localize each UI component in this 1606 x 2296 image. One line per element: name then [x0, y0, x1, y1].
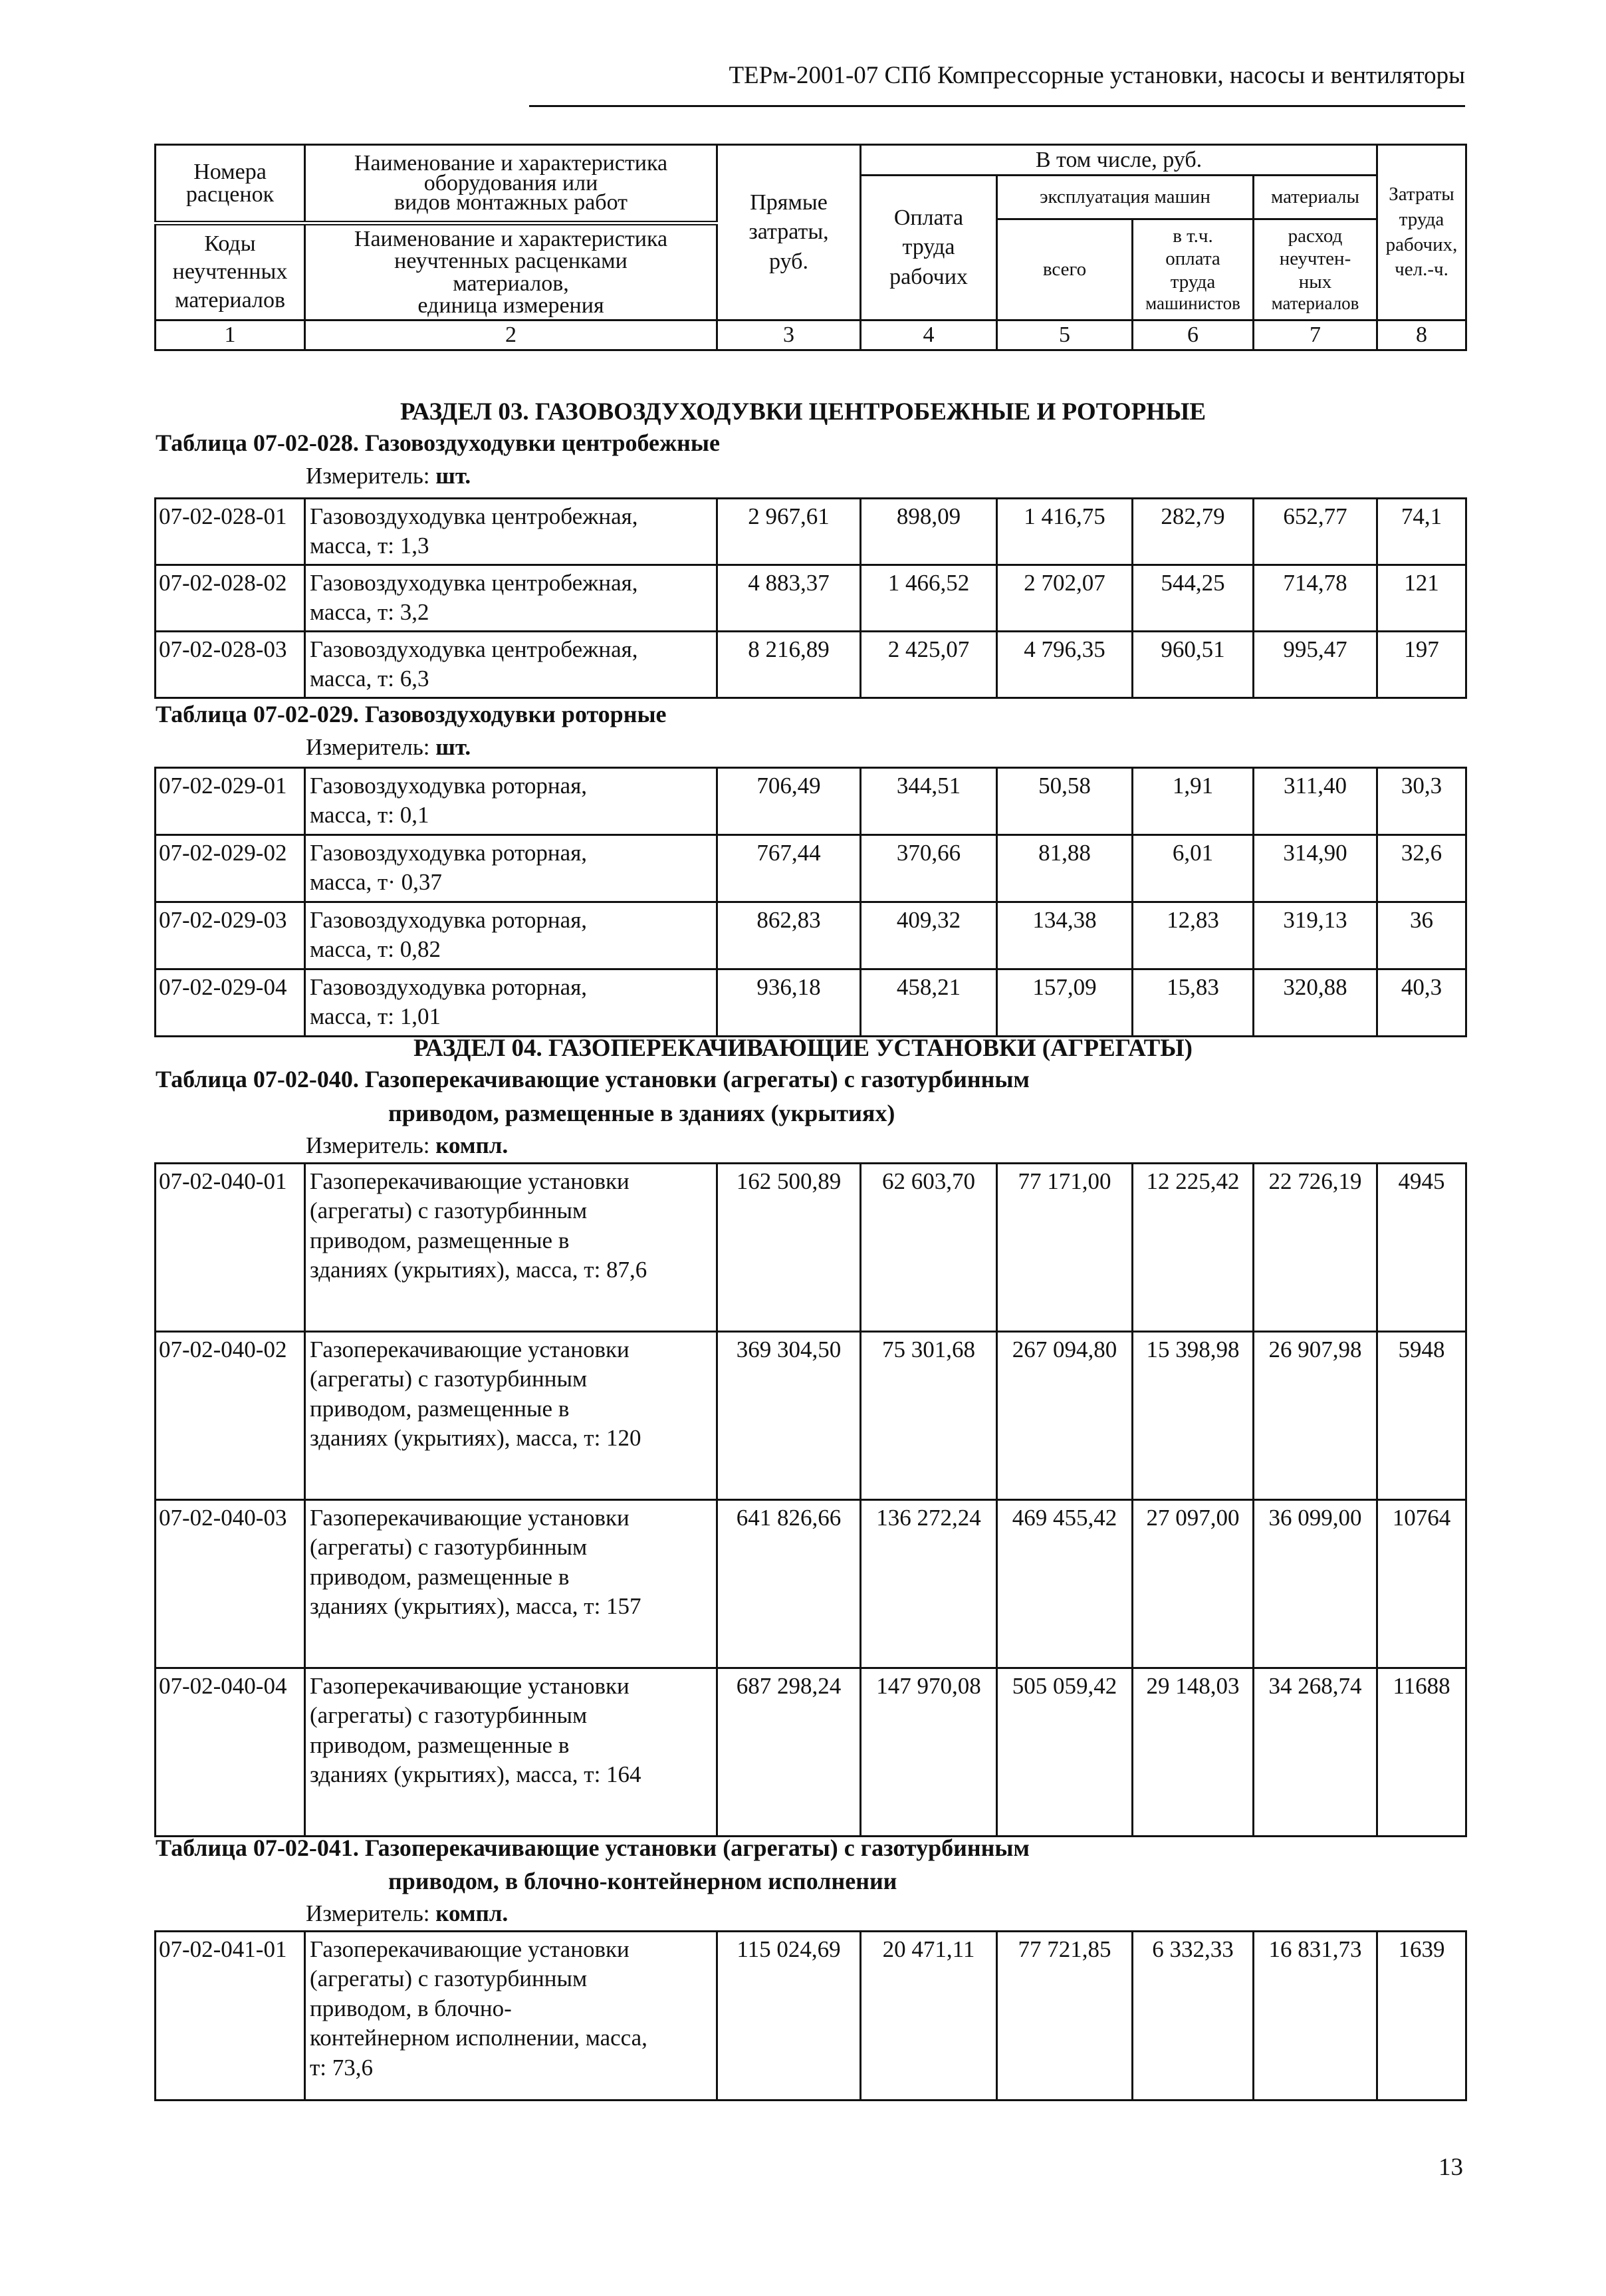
rate-code: 07-02-040-03 [156, 1500, 305, 1668]
table-row [156, 1164, 1466, 1332]
rate-code: 07-02-029-01 [156, 768, 305, 835]
value-materials: 22 726,19 [1254, 1164, 1377, 1332]
value-direct: 687 298,24 [717, 1668, 861, 1837]
table-title-continued: приводом, размещенные в зданиях (укрытиях) [388, 1100, 895, 1126]
value-labor: 136 272,24 [861, 1500, 997, 1668]
value-materials: 311,40 [1254, 768, 1377, 835]
value-mach-labor: 15 398,98 [1133, 1332, 1254, 1500]
unit-label: Измеритель: [306, 1132, 436, 1158]
rate-name-line: зданиях (укрытиях), масса, т: 157 [310, 1593, 641, 1620]
header-machines-total: всего [997, 219, 1133, 320]
rate-name-line: (агрегаты) с газотурбинным [310, 1966, 588, 1992]
unit-of-measure [306, 463, 471, 489]
rate-code: 07-02-028-03 [156, 632, 305, 698]
rate-name-line: Газоперекачивающие установки [310, 1936, 630, 1962]
rate-name-line: (агрегаты) с газотурбинным [310, 1534, 588, 1561]
rates-table [154, 1930, 1467, 2101]
section-title: РАЗДЕЛ 03. ГАЗОВОЗДУХОДУВКИ ЦЕНТРОБЕЖНЫЕ И РОТОРНЫЕ [400, 398, 1206, 426]
rate-name-line: Газовоздуходувка центробежная, [310, 636, 638, 662]
value-mach: 2 702,07 [997, 565, 1133, 632]
rate-name [305, 632, 717, 698]
rate-code: 07-02-040-01 [156, 1164, 305, 1332]
value-mach-labor: 1,91 [1133, 768, 1254, 835]
rate-name-line: контейнерном исполнении, масса, [310, 2025, 647, 2051]
unit-value: компл. [435, 1900, 509, 1926]
header-name: Наименование и характеристика оборудования или видов монтажных работ [305, 145, 717, 223]
unit-value: шт. [435, 734, 471, 760]
value-mach: 157,09 [997, 969, 1133, 1037]
value-mach: 77 171,00 [997, 1164, 1133, 1332]
rate-name-line: Газоперекачивающие установки [310, 1337, 630, 1362]
rate-code: 07-02-040-02 [156, 1332, 305, 1500]
rate-name [305, 1500, 717, 1668]
value-mach: 1 416,75 [997, 499, 1133, 565]
value-materials: 714,78 [1254, 565, 1377, 632]
value-materials: 314,90 [1254, 835, 1377, 902]
rate-code: 07-02-028-02 [156, 565, 305, 632]
rate-code: 07-02-041-01 [156, 1932, 305, 2101]
value-materials: 34 268,74 [1254, 1668, 1377, 1837]
value-direct: 162 500,89 [717, 1164, 861, 1332]
value-labor: 147 970,08 [861, 1668, 997, 1837]
value-labor: 370,66 [861, 835, 997, 902]
value-mach-labor: 29 148,03 [1133, 1668, 1254, 1837]
rate-name-line: масса, т· 0,37 [310, 869, 442, 896]
rate-name [305, 565, 717, 632]
value-mach: 50,58 [997, 768, 1133, 835]
value-mach-labor: 282,79 [1133, 499, 1254, 565]
table-row [156, 1932, 1466, 2101]
value-hours: 197 [1377, 632, 1466, 698]
value-mach: 77 721,85 [997, 1932, 1133, 2101]
value-labor: 62 603,70 [861, 1164, 997, 1332]
value-materials: 995,47 [1254, 632, 1377, 698]
rate-name-line: приводом, размещенные в [310, 1227, 570, 1253]
header-labor-hours: Затраты труда рабочих, чел.-ч. [1377, 145, 1466, 320]
value-mach: 81,88 [997, 835, 1133, 902]
rate-name-line: Газовоздуходувка центробежная, [310, 503, 638, 529]
running-header: ТЕРм-2001-07 СПб Компрессорные установки, насосы и вентиляторы [729, 62, 1465, 89]
value-hours: 30,3 [1377, 768, 1466, 835]
value-direct: 936,18 [717, 969, 861, 1037]
value-mach: 134,38 [997, 902, 1133, 969]
value-hours: 40,3 [1377, 969, 1466, 1037]
column-numbers-row: 1 2 3 4 5 6 7 8 [156, 320, 1466, 350]
rate-name-line: приводом, размещенные в [310, 1563, 570, 1590]
unit-label: Измеритель: [306, 734, 436, 760]
rate-name-line: масса, т: 1,3 [310, 533, 429, 559]
rate-name-line: зданиях (укрытиях), масса, т: 164 [310, 1761, 641, 1788]
value-direct: 369 304,50 [717, 1332, 861, 1500]
value-mach-labor: 12 225,42 [1133, 1164, 1254, 1332]
value-hours: 36 [1377, 902, 1466, 969]
rate-name-line: масса, т: 1,01 [310, 1003, 441, 1030]
unit-value: шт. [435, 463, 471, 489]
rate-name-line: масса, т: 0,1 [310, 802, 429, 829]
value-labor: 1 466,52 [861, 565, 997, 632]
table-title: Таблица 07-02-028. Газовоздуходувки центробежные [156, 430, 720, 456]
value-mach: 267 094,80 [997, 1332, 1133, 1500]
rate-name-line: Газовоздуходувка роторная, [310, 840, 588, 866]
rate-name-line: (агрегаты) с газотурбинным [310, 1198, 588, 1224]
table-row [156, 499, 1466, 565]
value-materials: 652,77 [1254, 499, 1377, 565]
value-mach-labor: 6,01 [1133, 835, 1254, 902]
table-title: Таблица 07-02-029. Газовоздуходувки роторные [156, 701, 667, 727]
rate-name-line: Газовоздуходувка роторная, [310, 907, 588, 933]
rate-name-line: Газовоздуходувка центробежная, [310, 570, 638, 596]
rate-code: 07-02-029-02 [156, 835, 305, 902]
rate-name-line: Газоперекачивающие установки [310, 1505, 630, 1531]
unit-label: Измеритель: [306, 1900, 436, 1926]
rates-table [154, 767, 1467, 1037]
rate-name [305, 1164, 717, 1332]
rate-name-line: приводом, размещенные в [310, 1395, 570, 1422]
header-including: В том числе, руб. [861, 145, 1377, 176]
rate-code: 07-02-040-04 [156, 1668, 305, 1837]
unit-label: Измеритель: [306, 463, 436, 489]
value-labor: 75 301,68 [861, 1332, 997, 1500]
rate-name-line: Газоперекачивающие установки [310, 1673, 630, 1699]
value-materials: 26 907,98 [1254, 1332, 1377, 1500]
table-row [156, 1332, 1466, 1500]
value-hours: 121 [1377, 565, 1466, 632]
value-mach-labor: 27 097,00 [1133, 1500, 1254, 1668]
header-machines: эксплуатация машин [997, 176, 1254, 219]
value-mach-labor: 15,83 [1133, 969, 1254, 1037]
table-row [156, 1668, 1466, 1837]
table-row [156, 969, 1466, 1037]
value-hours: 32,6 [1377, 835, 1466, 902]
value-labor: 20 471,11 [861, 1932, 997, 2101]
rate-name [305, 1332, 717, 1500]
value-mach-labor: 12,83 [1133, 902, 1254, 969]
rate-code: 07-02-029-04 [156, 969, 305, 1037]
value-labor: 898,09 [861, 499, 997, 565]
header-machinist-pay: в т.ч. оплата труда машинистов [1133, 219, 1254, 320]
header-rate-numbers: Номера расценок [156, 145, 305, 223]
rate-name [305, 835, 717, 902]
table-title-continued: приводом, в блочно-контейнерном исполнении [388, 1868, 897, 1894]
rate-name-line: масса, т: 3,2 [310, 599, 429, 626]
rate-name [305, 768, 717, 835]
unit-value: компл. [435, 1132, 509, 1158]
value-mach-labor: 6 332,33 [1133, 1932, 1254, 2101]
unit-of-measure [306, 734, 471, 761]
rate-name [305, 499, 717, 565]
value-materials: 320,88 [1254, 969, 1377, 1037]
value-direct: 8 216,89 [717, 632, 861, 698]
value-mach: 505 059,42 [997, 1668, 1133, 1837]
rate-name-line: Газовоздуходувка роторная, [310, 773, 588, 799]
value-mach: 469 455,42 [997, 1500, 1133, 1668]
header-material-codes: Коды неучтенных материалов [156, 223, 305, 320]
rate-name-line: (агрегаты) с газотурбинным [310, 1366, 588, 1392]
page-number: 13 [1438, 2154, 1463, 2181]
rate-name-line: Газоперекачивающие установки [310, 1168, 630, 1194]
value-labor: 2 425,07 [861, 632, 997, 698]
value-labor: 344,51 [861, 768, 997, 835]
value-hours: 11688 [1377, 1668, 1466, 1837]
value-mach-labor: 960,51 [1133, 632, 1254, 698]
value-labor: 458,21 [861, 969, 997, 1037]
table-title: Таблица 07-02-040. Газоперекачивающие установки (агрегаты) с газотурбинным [156, 1066, 1030, 1092]
table-row [156, 565, 1466, 632]
rate-name-line: (агрегаты) с газотурбинным [310, 1702, 588, 1729]
value-hours: 5948 [1377, 1332, 1466, 1500]
value-direct: 4 883,37 [717, 565, 861, 632]
header-rule [529, 105, 1465, 107]
value-mach-labor: 544,25 [1133, 565, 1254, 632]
header-unaccounted-materials: расход неучтен- ных материалов [1254, 219, 1377, 320]
value-direct: 767,44 [717, 835, 861, 902]
unit-of-measure [306, 1132, 508, 1159]
value-mach: 4 796,35 [997, 632, 1133, 698]
value-direct: 641 826,66 [717, 1500, 861, 1668]
rate-name-line: приводом, размещенные в [310, 1731, 570, 1758]
rates-table [154, 1162, 1467, 1837]
value-direct: 706,49 [717, 768, 861, 835]
rate-code: 07-02-029-03 [156, 902, 305, 969]
table-row [156, 1500, 1466, 1668]
value-hours: 4945 [1377, 1164, 1466, 1332]
value-materials: 16 831,73 [1254, 1932, 1377, 2101]
rate-name-line: Газовоздуходувка роторная, [310, 974, 588, 1000]
rate-name-line: т: 73,6 [310, 2054, 374, 2081]
value-labor: 409,32 [861, 902, 997, 969]
table-row [156, 835, 1466, 902]
table-title: Таблица 07-02-041. Газоперекачивающие установки (агрегаты) с газотурбинным [156, 1835, 1030, 1861]
rate-name-line: масса, т: 6,3 [310, 666, 429, 692]
rate-name-line: масса, т: 0,82 [310, 936, 441, 963]
rate-name [305, 969, 717, 1037]
value-hours: 74,1 [1377, 499, 1466, 565]
header-worker-pay: Оплата труда рабочих [861, 176, 997, 320]
header-materials: материалы [1254, 176, 1377, 219]
section-title: РАЗДЕЛ 04. ГАЗОПЕРЕКАЧИВАЮЩИЕ УСТАНОВКИ (АГРЕГАТЫ) [413, 1035, 1193, 1062]
rate-name-line: зданиях (укрытиях), масса, т: 120 [310, 1425, 641, 1452]
value-materials: 319,13 [1254, 902, 1377, 969]
table-row [156, 768, 1466, 835]
value-hours: 1639 [1377, 1932, 1466, 2101]
rate-name [305, 1932, 717, 2101]
rate-name [305, 902, 717, 969]
table-row [156, 632, 1466, 698]
table-row [156, 902, 1466, 969]
rate-name [305, 1668, 717, 1837]
rate-name-line: приводом, в блочно- [310, 1995, 512, 2021]
header-material-name: Наименование и характеристика неучтенных расценками материалов, единица измерения [305, 223, 717, 320]
header-direct-costs: Прямые затраты, руб. [717, 145, 861, 320]
value-direct: 2 967,61 [717, 499, 861, 565]
value-hours: 10764 [1377, 1500, 1466, 1668]
unit-of-measure [306, 1900, 508, 1927]
rate-name-line: зданиях (укрытиях), масса, т: 87,6 [310, 1257, 647, 1283]
column-header-table [154, 144, 1467, 351]
value-materials: 36 099,00 [1254, 1500, 1377, 1668]
value-direct: 115 024,69 [717, 1932, 861, 2101]
rate-code: 07-02-028-01 [156, 499, 305, 565]
value-direct: 862,83 [717, 902, 861, 969]
rates-table [154, 497, 1467, 699]
